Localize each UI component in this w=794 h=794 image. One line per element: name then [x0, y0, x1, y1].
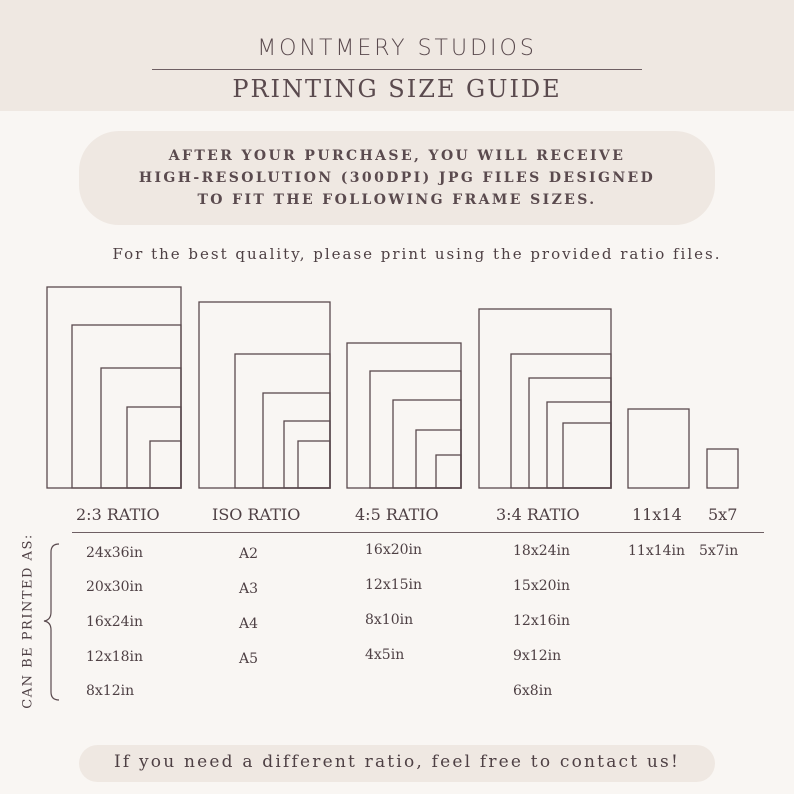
frame-outline — [127, 407, 181, 488]
column-header-3-4: 3:4 RATIO — [496, 505, 580, 524]
frame-outline — [101, 368, 181, 488]
notice-line-1: AFTER YOUR PURCHASE, YOU WILL RECEIVE — [168, 148, 626, 164]
size-item: 5x7in — [699, 543, 739, 559]
size-item: A3 — [239, 581, 259, 597]
frame-outline — [416, 430, 461, 488]
printed-as-text: CAN BE PRINTED AS: — [20, 533, 36, 709]
size-item: 16x24in — [86, 614, 144, 630]
frame-11x14 — [628, 409, 689, 488]
size-item: 16x20in — [365, 542, 423, 558]
size-item: A4 — [239, 616, 259, 632]
size-item: 12x15in — [365, 577, 423, 593]
contact-text: If you need a different ratio, feel free to contact us! — [113, 752, 680, 772]
size-item: 15x20in — [513, 578, 571, 594]
curly-brace — [44, 544, 59, 700]
frame-outline — [547, 402, 611, 488]
frame-group-3-4 — [479, 309, 611, 488]
quality-note: For the best quality, please print using the provided ratio files. — [112, 245, 722, 263]
frame-outline — [393, 400, 461, 488]
size-item: A5 — [239, 651, 259, 667]
page-title: PRINTING SIZE GUIDE — [232, 75, 562, 103]
brand-name: MONTMERY STUDIOS — [257, 36, 537, 61]
column-header-iso: ISO RATIO — [212, 505, 301, 524]
frame-outline — [436, 455, 461, 488]
size-item: 8x12in — [86, 683, 135, 699]
column-header-2-3: 2:3 RATIO — [76, 505, 160, 524]
frame-group-4-5 — [347, 343, 461, 488]
notice-line-2: HIGH-RESOLUTION (300DPI) JPG FILES DESIGNED — [138, 170, 656, 186]
frame-outline — [298, 441, 330, 488]
size-item: 18x24in — [513, 543, 571, 559]
size-item: 8x10in — [365, 612, 414, 628]
frame-outline — [347, 343, 461, 488]
frame-outline — [199, 302, 330, 488]
size-item: 12x16in — [513, 613, 571, 629]
frame-outline — [479, 309, 611, 488]
column-header-5x7: 5x7 — [708, 505, 738, 524]
size-item: 4x5in — [365, 647, 405, 663]
size-item: 12x18in — [86, 649, 144, 665]
size-item: 6x8in — [513, 683, 553, 699]
notice-line-3: TO FIT THE FOLLOWING FRAME SIZES. — [197, 192, 597, 208]
frame-outline — [150, 441, 181, 488]
frame-outline — [284, 421, 330, 488]
size-item: 11x14in — [628, 543, 686, 559]
frame-outline — [511, 354, 611, 488]
column-header-11x14: 11x14 — [632, 505, 682, 524]
column-header-4-5: 4:5 RATIO — [355, 505, 439, 524]
frame-outline — [529, 378, 611, 488]
table-divider — [72, 532, 764, 533]
size-item: 9x12in — [513, 648, 562, 664]
contact-banner — [79, 745, 715, 782]
frame-outline — [563, 423, 611, 488]
frame-group-2-3 — [47, 287, 181, 488]
size-item: A2 — [239, 546, 259, 562]
frame-outline — [47, 287, 181, 488]
size-item: 20x30in — [86, 579, 144, 595]
frame-5x7 — [707, 449, 738, 488]
frame-group-iso — [199, 302, 330, 488]
size-item: 24x36in — [86, 545, 144, 561]
